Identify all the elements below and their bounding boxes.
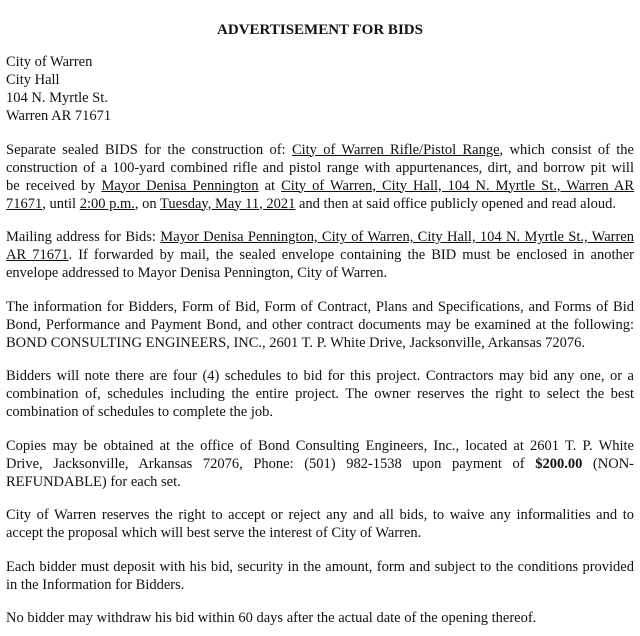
text-line bbox=[6, 403, 634, 421]
text-line bbox=[6, 506, 634, 524]
paragraph-schedules bbox=[6, 367, 634, 421]
text-run: and then at said office publicly opened and read aloud. bbox=[295, 195, 617, 212]
text-run: accept the proposal which will best serve the interest of City of Warren. bbox=[6, 525, 422, 541]
text-line bbox=[6, 264, 634, 282]
text-run: in the Information for Bidders. bbox=[6, 576, 185, 593]
text-run: Bidders will note there are four (4) schedules to bid for this project. Contractors may bid any one, or a bbox=[6, 368, 634, 384]
paragraph-mailing-address bbox=[6, 228, 634, 282]
mailing-address-underlined: AR 71671 bbox=[6, 247, 69, 263]
paragraph-withdrawal bbox=[6, 609, 634, 627]
text-run: REFUNDABLE) for each set. bbox=[6, 473, 181, 490]
paragraph-bid-security bbox=[6, 558, 634, 594]
text-run: City of Warren reserves the right to accept or reject any and all bids, to waive any informalities and to bbox=[6, 507, 634, 523]
paragraph-rights-reserved bbox=[6, 506, 634, 542]
text-run: Copies may be obtained at the office of Bond Consulting Engineers, Inc., located at 2601 T. P. White bbox=[6, 437, 634, 454]
text-line bbox=[6, 455, 634, 473]
text-line bbox=[6, 367, 634, 385]
text-run: The information for Bidders, Form of Bid, Form of Contract, Plans and Specifications, and Forms of Bid bbox=[6, 298, 634, 315]
text-run: (NON- bbox=[582, 455, 634, 472]
text-run: , until bbox=[42, 195, 80, 212]
text-line bbox=[6, 316, 634, 334]
text-run: which consist of the bbox=[503, 141, 634, 158]
text-line bbox=[6, 177, 634, 195]
paragraph-copies bbox=[6, 437, 634, 491]
address-block bbox=[6, 53, 634, 125]
text-line bbox=[6, 558, 634, 576]
text-line bbox=[6, 195, 634, 213]
project-name-underlined: City of Warren Rifle/Pistol Range, bbox=[291, 141, 504, 158]
text-line bbox=[6, 334, 634, 352]
text-run: be received by bbox=[6, 177, 102, 194]
text-line bbox=[6, 576, 634, 594]
bid-date-underlined: Tuesday, May 11, 2021 bbox=[160, 195, 296, 212]
mailing-address-underlined: Mayor Denisa Pennington, City of Warren, City Hall, 104 N. Myrtle St., Warren bbox=[160, 229, 634, 245]
address-line-building: City Hall bbox=[6, 72, 60, 88]
text-run: Mailing address for Bids: bbox=[6, 229, 161, 245]
text-line bbox=[6, 524, 634, 542]
text-run: combination of schedules to complete the job. bbox=[6, 404, 273, 420]
document-title: ADVERTISEMENT FOR BIDS bbox=[217, 22, 423, 38]
address-line-city: City of Warren bbox=[6, 54, 93, 70]
paragraph-bid-invitation bbox=[6, 141, 634, 213]
payment-amount-bold: $200.00 bbox=[535, 455, 583, 472]
text-run: No bidder may withdraw his bid within 60 days after the actual date of the opening thereof. bbox=[6, 610, 537, 626]
text-run: envelope addressed to Mayor Denisa Pennington, City of Warren. bbox=[6, 265, 388, 281]
text-line bbox=[6, 246, 634, 264]
address-line-city-state-zip: Warren AR 71671 bbox=[6, 108, 112, 124]
office-address-underlined: City of Warren, City Hall, 104 N. Myrtle St., Warren AR bbox=[281, 177, 634, 194]
text-run: Separate sealed BIDS for the construction of: bbox=[6, 141, 292, 158]
text-run: combination of, schedules including the entire project. The owner reserves the right to select the best bbox=[6, 386, 634, 402]
text-run: Bond, Performance and Payment Bond, and other contract documents may be examined at the following: bbox=[6, 316, 634, 333]
zip-underlined: 71671 bbox=[6, 195, 43, 212]
mayor-name-underlined: Mayor Denisa Pennington bbox=[101, 177, 259, 194]
text-line bbox=[6, 473, 634, 491]
text-line bbox=[6, 609, 634, 627]
text-line bbox=[6, 159, 634, 177]
document-body bbox=[6, 53, 634, 636]
bid-time-underlined: 2:00 p.m. bbox=[79, 195, 135, 212]
text-line bbox=[6, 298, 634, 316]
text-line bbox=[6, 437, 634, 455]
text-run: , on bbox=[134, 195, 161, 212]
text-run: Drive, Jacksonville, Arkansas 72076, Phone: (501) 982-1538 upon payment of bbox=[6, 455, 536, 472]
text-run: . If forwarded by mail, the sealed envelope containing the BID must be enclosed in another bbox=[68, 247, 634, 263]
text-run: Each bidder must deposit with his bid, security in the amount, form and subject to the conditions provided bbox=[6, 558, 634, 575]
paragraph-bidder-information bbox=[6, 298, 634, 352]
text-line bbox=[6, 228, 634, 246]
text-run: BOND CONSULTING ENGINEERS, INC., 2601 T. P. White Drive, Jacksonville, Arkansas 72076. bbox=[6, 334, 586, 351]
text-line bbox=[6, 141, 634, 159]
text-run: construction of a 100-yard combined rifle and pistol range with appurtenances, dirt, and borrow pit will bbox=[6, 159, 634, 176]
address-line-street: 104 N. Myrtle St. bbox=[6, 90, 108, 106]
text-run: at bbox=[258, 177, 282, 194]
text-line bbox=[6, 385, 634, 403]
